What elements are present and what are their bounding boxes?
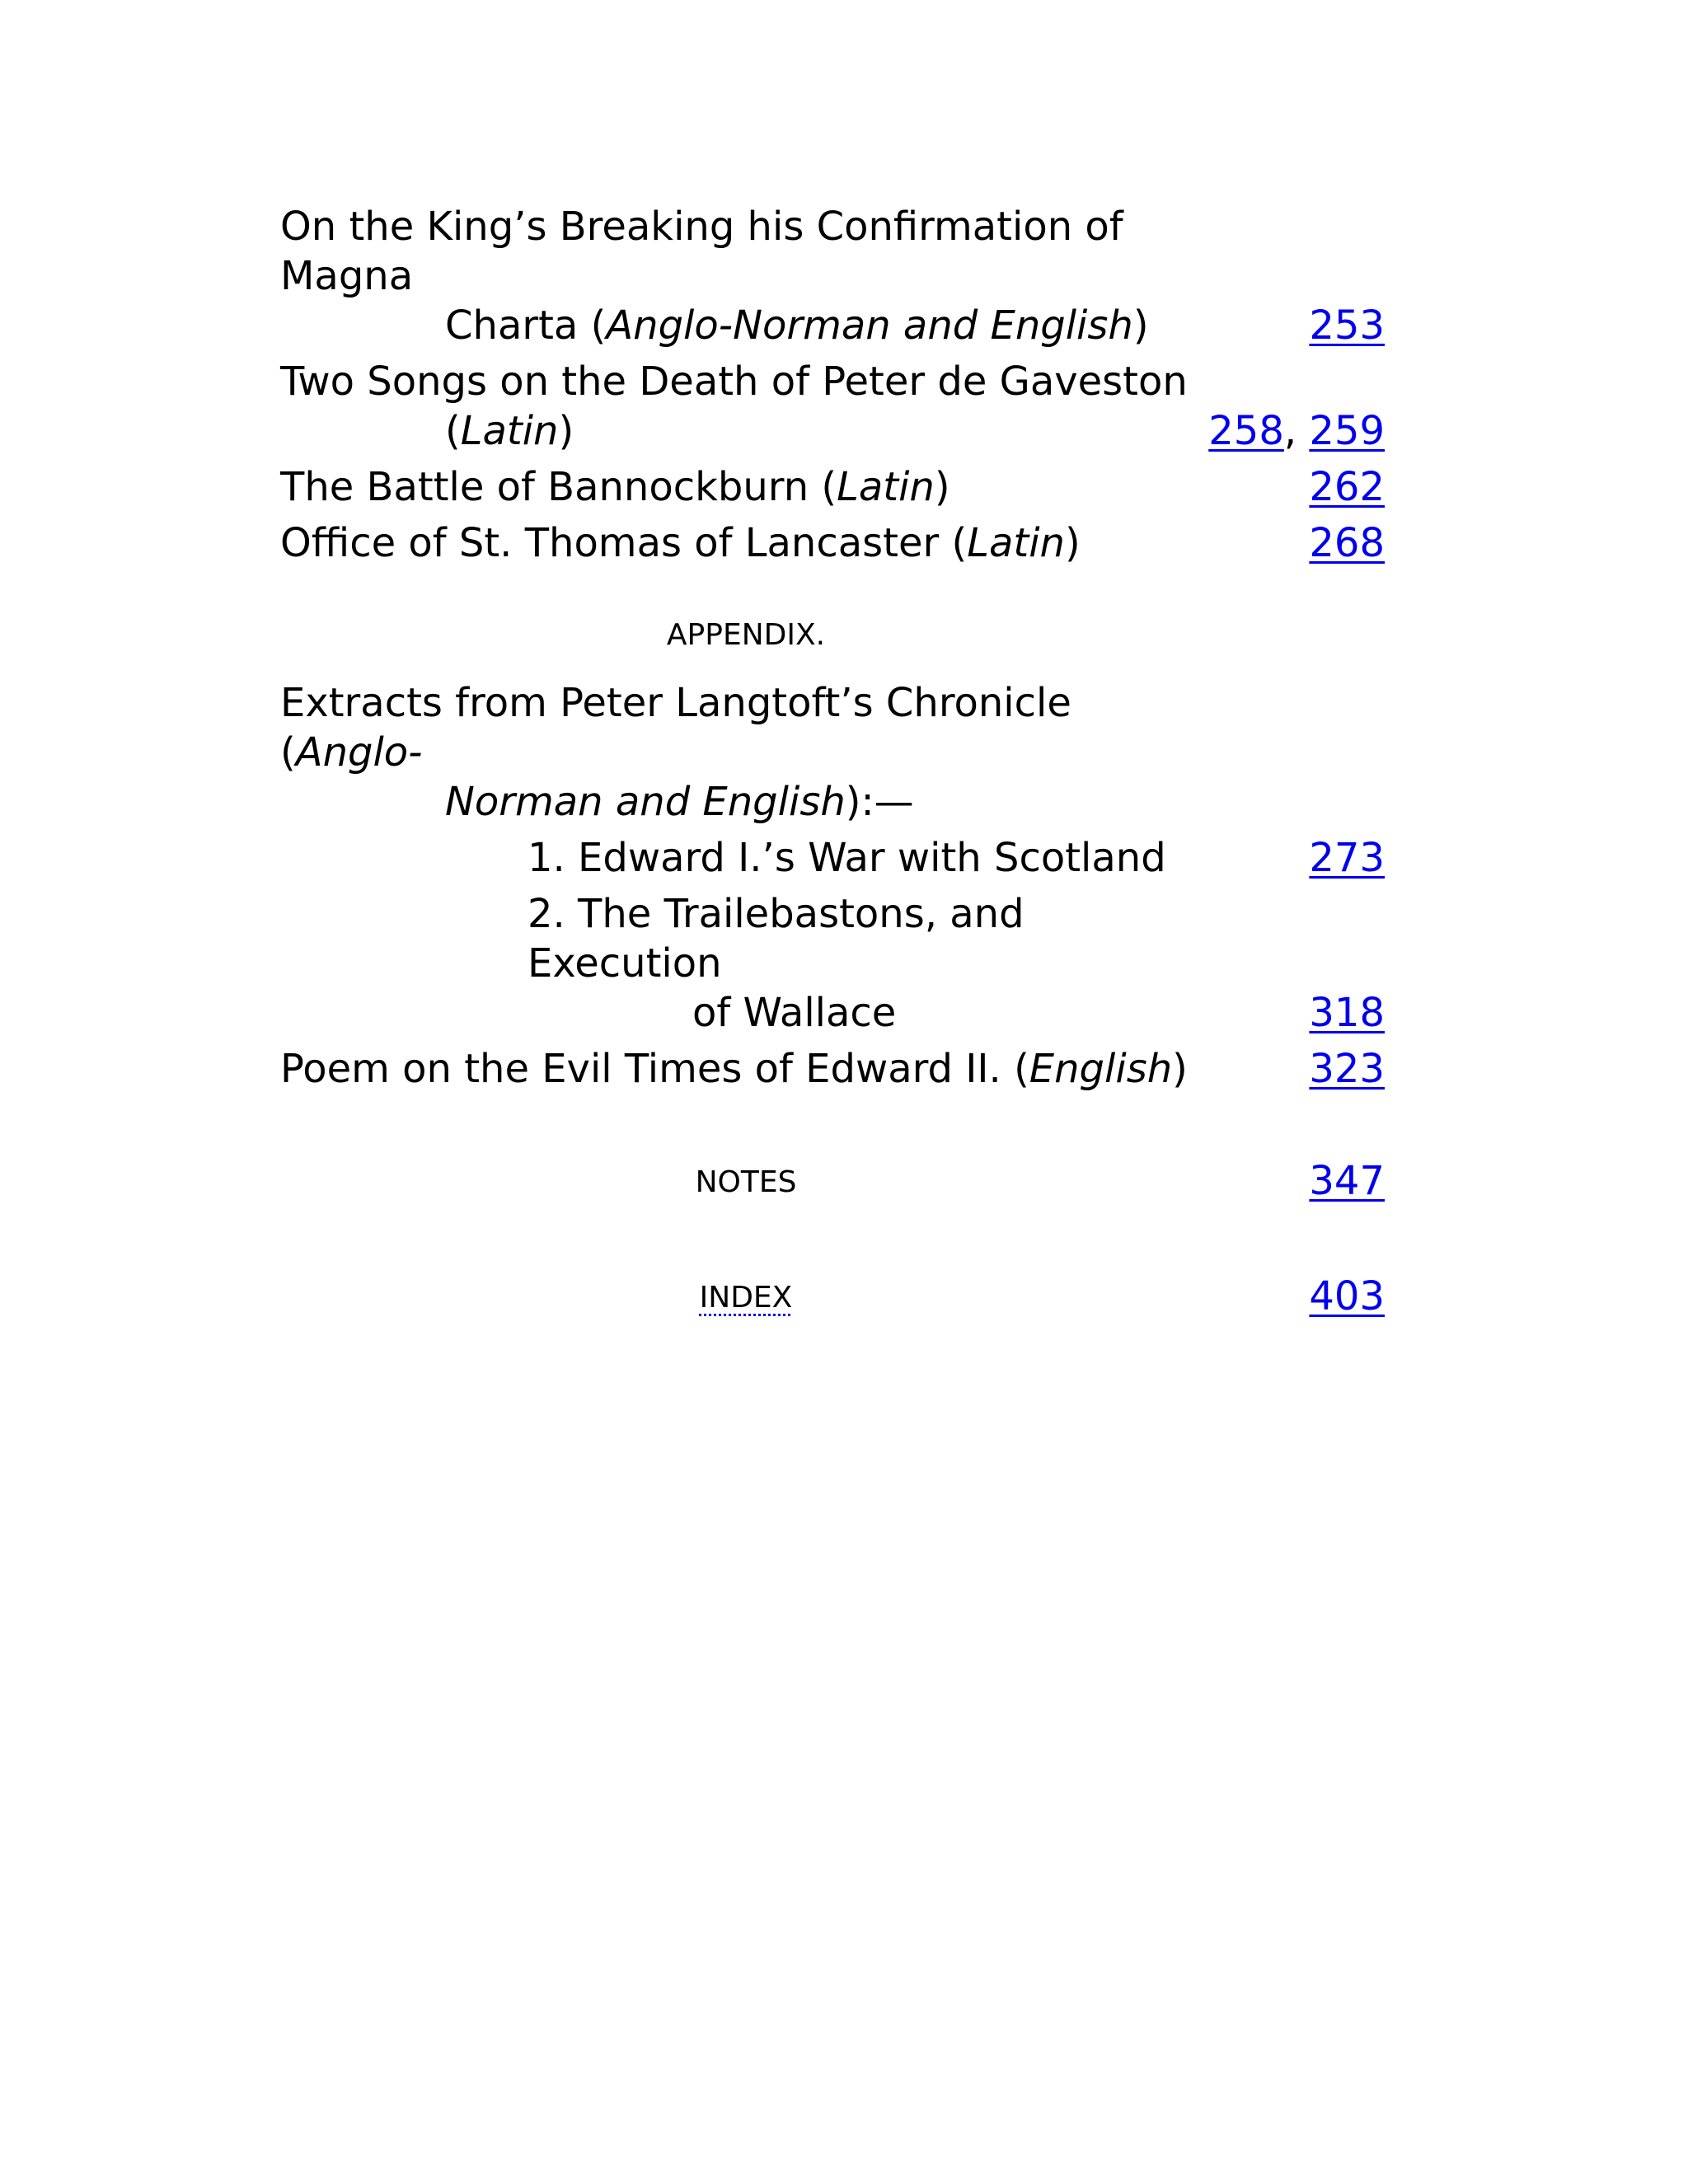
index-label[interactable]: INDEX — [699, 1281, 793, 1315]
toc-entry-extracts — [280, 678, 1385, 827]
page-link-403[interactable]: 403 — [1309, 1273, 1385, 1319]
toc-entry-bannockburn — [280, 462, 1385, 512]
appendix-heading: APPENDIX. — [666, 618, 826, 652]
index-label-wrap — [280, 1280, 1212, 1316]
toc-entry-title: 1. Edward I.’s War with Scotland — [528, 835, 1166, 881]
table-of-contents — [280, 202, 1385, 1321]
title-text: The Battle of Bannockburn ( — [280, 464, 837, 510]
toc-entry-index — [280, 1272, 1385, 1321]
toc-entry-gaveston — [280, 357, 1385, 456]
title-language: Anglo-Norman and English — [606, 302, 1133, 349]
page-link-258[interactable]: 258 — [1208, 408, 1284, 454]
title-text-end: ) — [934, 464, 950, 510]
title-text-end: ) — [1132, 302, 1149, 349]
toc-entry-title-line2 — [280, 301, 1191, 350]
toc-entry-evil-times — [280, 1044, 1385, 1094]
toc-entry-title-line1: 2. The Trailebastons, and Execution — [528, 891, 1025, 987]
page-link-347[interactable]: 347 — [1309, 1158, 1385, 1204]
toc-entry-title-line1 — [280, 680, 1071, 776]
page-numbers — [1309, 1044, 1385, 1094]
page-link-253[interactable]: 253 — [1309, 302, 1385, 349]
toc-entry-magna-charta — [280, 202, 1385, 350]
toc-entry-title-line2 — [280, 777, 1191, 827]
title-text: Charta ( — [445, 302, 607, 349]
title-text: ( — [445, 408, 461, 454]
title-language: Anglo- — [295, 729, 423, 776]
page-link-259[interactable]: 259 — [1309, 408, 1385, 454]
title-language: Latin — [837, 464, 935, 510]
page-numbers — [1309, 1272, 1385, 1321]
page-numbers — [1309, 301, 1385, 350]
page-numbers — [1309, 462, 1385, 512]
title-text-end: ) — [1172, 1046, 1188, 1092]
title-language: Latin — [460, 408, 559, 454]
title-text: Extracts from Peter Langtoft’s Chronicle ( — [280, 680, 1071, 776]
page-link-268[interactable]: 268 — [1309, 520, 1385, 566]
toc-entry-title — [280, 1044, 1191, 1094]
page-numbers — [1208, 406, 1385, 456]
page-link-262[interactable]: 262 — [1309, 464, 1385, 510]
title-text-end: ):— — [845, 779, 914, 825]
page-numbers — [1309, 1156, 1385, 1206]
toc-entry-title-line2: of Wallace — [692, 990, 897, 1036]
notes-label: NOTES — [695, 1165, 797, 1199]
toc-entry-lancaster — [280, 518, 1385, 568]
title-text-end: ) — [1064, 520, 1081, 566]
title-text-end: ) — [558, 408, 574, 454]
toc-entry-title — [280, 518, 1191, 568]
toc-entry-title-line2 — [280, 406, 1191, 456]
toc-subentry-trailebastons — [280, 889, 1385, 1038]
title-text: Office of St. Thomas of Lancaster ( — [280, 520, 968, 566]
toc-entry-title — [528, 889, 1191, 1038]
page-numbers — [1309, 833, 1385, 883]
page-link-273[interactable]: 273 — [1309, 835, 1385, 881]
page-link-323[interactable]: 323 — [1309, 1046, 1385, 1092]
toc-entry-title — [280, 357, 1191, 456]
page-numbers — [1309, 988, 1385, 1038]
title-language-cont: Norman and English — [445, 779, 846, 825]
title-language: Latin — [967, 520, 1065, 566]
page-numbers — [1309, 518, 1385, 568]
toc-entry-title — [280, 678, 1191, 827]
toc-subentry-scotland-war — [280, 833, 1385, 883]
title-text: Poem on the Evil Times of Edward II. ( — [280, 1046, 1029, 1092]
page-separator: , — [1283, 408, 1310, 454]
toc-entry-title — [280, 462, 1191, 512]
toc-entry-title-line1: Two Songs on the Death of Peter de Gaveston — [280, 359, 1188, 405]
toc-entry-notes — [280, 1156, 1385, 1206]
toc-entry-title-line1: On the King’s Breaking his Confirmation of Magna — [280, 204, 1123, 299]
title-language: English — [1029, 1046, 1173, 1092]
page-link-318[interactable]: 318 — [1309, 990, 1385, 1036]
toc-entry-title — [280, 202, 1191, 350]
